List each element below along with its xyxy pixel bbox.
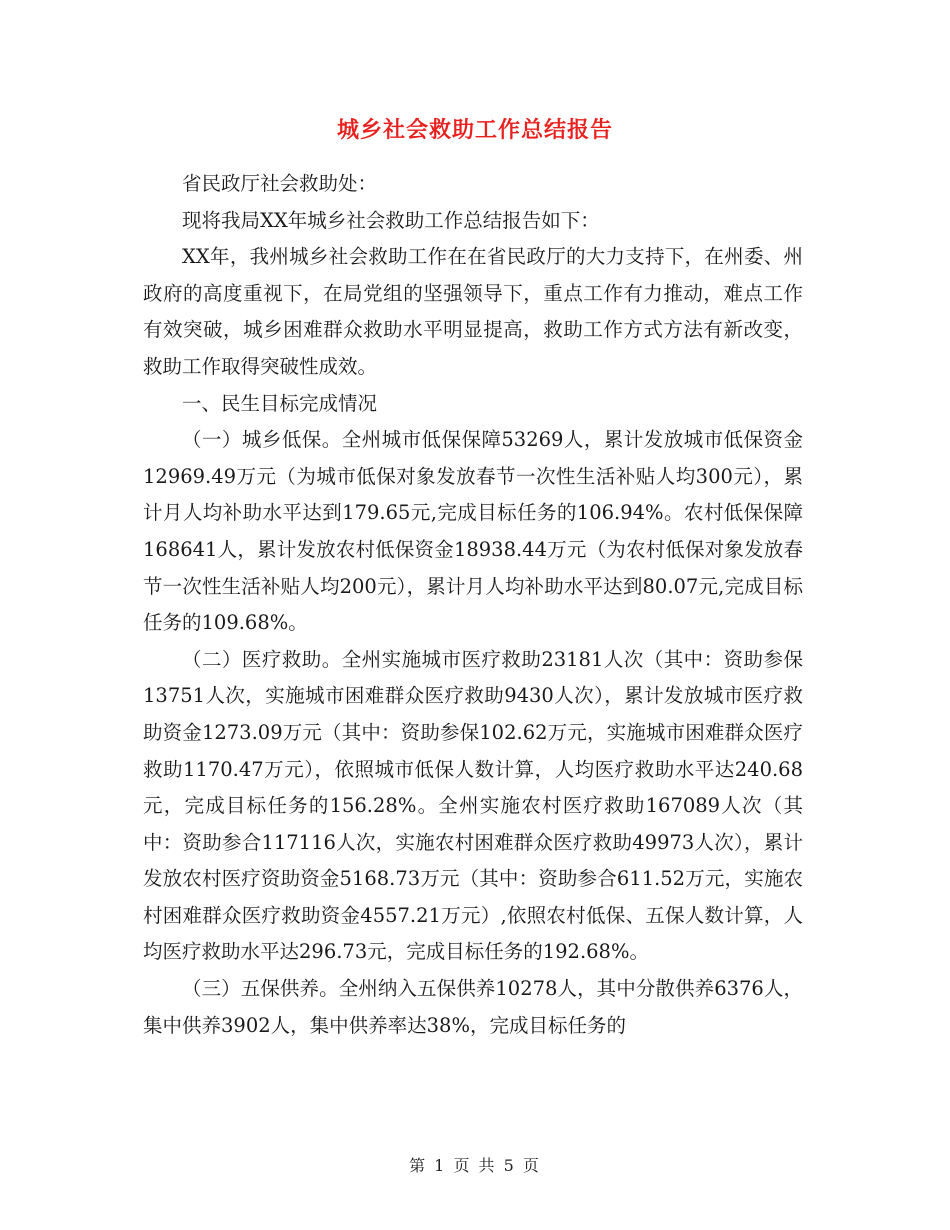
- page-footer: 第 1 页 共 5 页: [409, 1156, 541, 1175]
- overview-paragraph: XX年，我州城乡社会救助工作在在省民政厅的大力支持下，在州委、州政府的高度重视下，在局党组的坚强领导下，重点工作有力推动，难点工作有效突破，城乡困难群众救助水平明显提高，救助工作方式方法有新改变，救助工作取得突破性成效。: [143, 245, 803, 378]
- intro-line: 现将我局XX年城乡社会救助工作总结报告如下：: [182, 208, 600, 232]
- paragraph-medical-aid: （二）医疗救助。全州实施城市医疗救助23181人次（其中：资助参保13751人次，实施城市困难群众医疗救助9430人次），累计发放城市医疗救助资金1273.09万元（其中：资助参保102.62万元，实施城市困难群众医疗救助1170.47万元），依照城市低保人数计算，人均医疗救助水平达240.68元，完成目标任务的156.28%。全州实施农村医疗救助167089人次（其中：资助参合117116人次，实施农村困难群众医疗救助49973人次），累计发放农村医疗资助资金5168.73万元（其中：资助参合611.52万元，实施农村困难群众医疗救助资金4557.21万元）,依照农村低保、五保人数计算，人均医疗救助水平达296.73元，完成目标任务的192.68%。: [143, 647, 803, 964]
- document-body: [143, 166, 803, 1044]
- paragraph-subsistence-allowance: （一）城乡低保。全州城市低保保障53269人，累计发放城市低保资金12969.49万元（为城市低保对象发放春节一次性生活补贴人均300元），累计月人均补助水平达到179.65元,完成目标任务的106.94%。农村低保保障168641人，累计发放农村低保资金18938.44万元（为农村低保对象发放春节一次性生活补贴人均200元），累计月人均补助水平达到80.07元,完成目标任务的109.68%。: [143, 428, 803, 635]
- document-title: 城乡社会救助工作总结报告: [336, 117, 613, 143]
- section-heading: 一、民生目标完成情况: [182, 391, 378, 415]
- paragraph-five-guarantees: （三）五保供养。全州纳入五保供养10278人，其中分散供养6376人，集中供养3902人，集中供养率达38%，完成目标任务的: [143, 977, 803, 1037]
- recipient-line: 省民政厅社会救助处：: [182, 172, 378, 195]
